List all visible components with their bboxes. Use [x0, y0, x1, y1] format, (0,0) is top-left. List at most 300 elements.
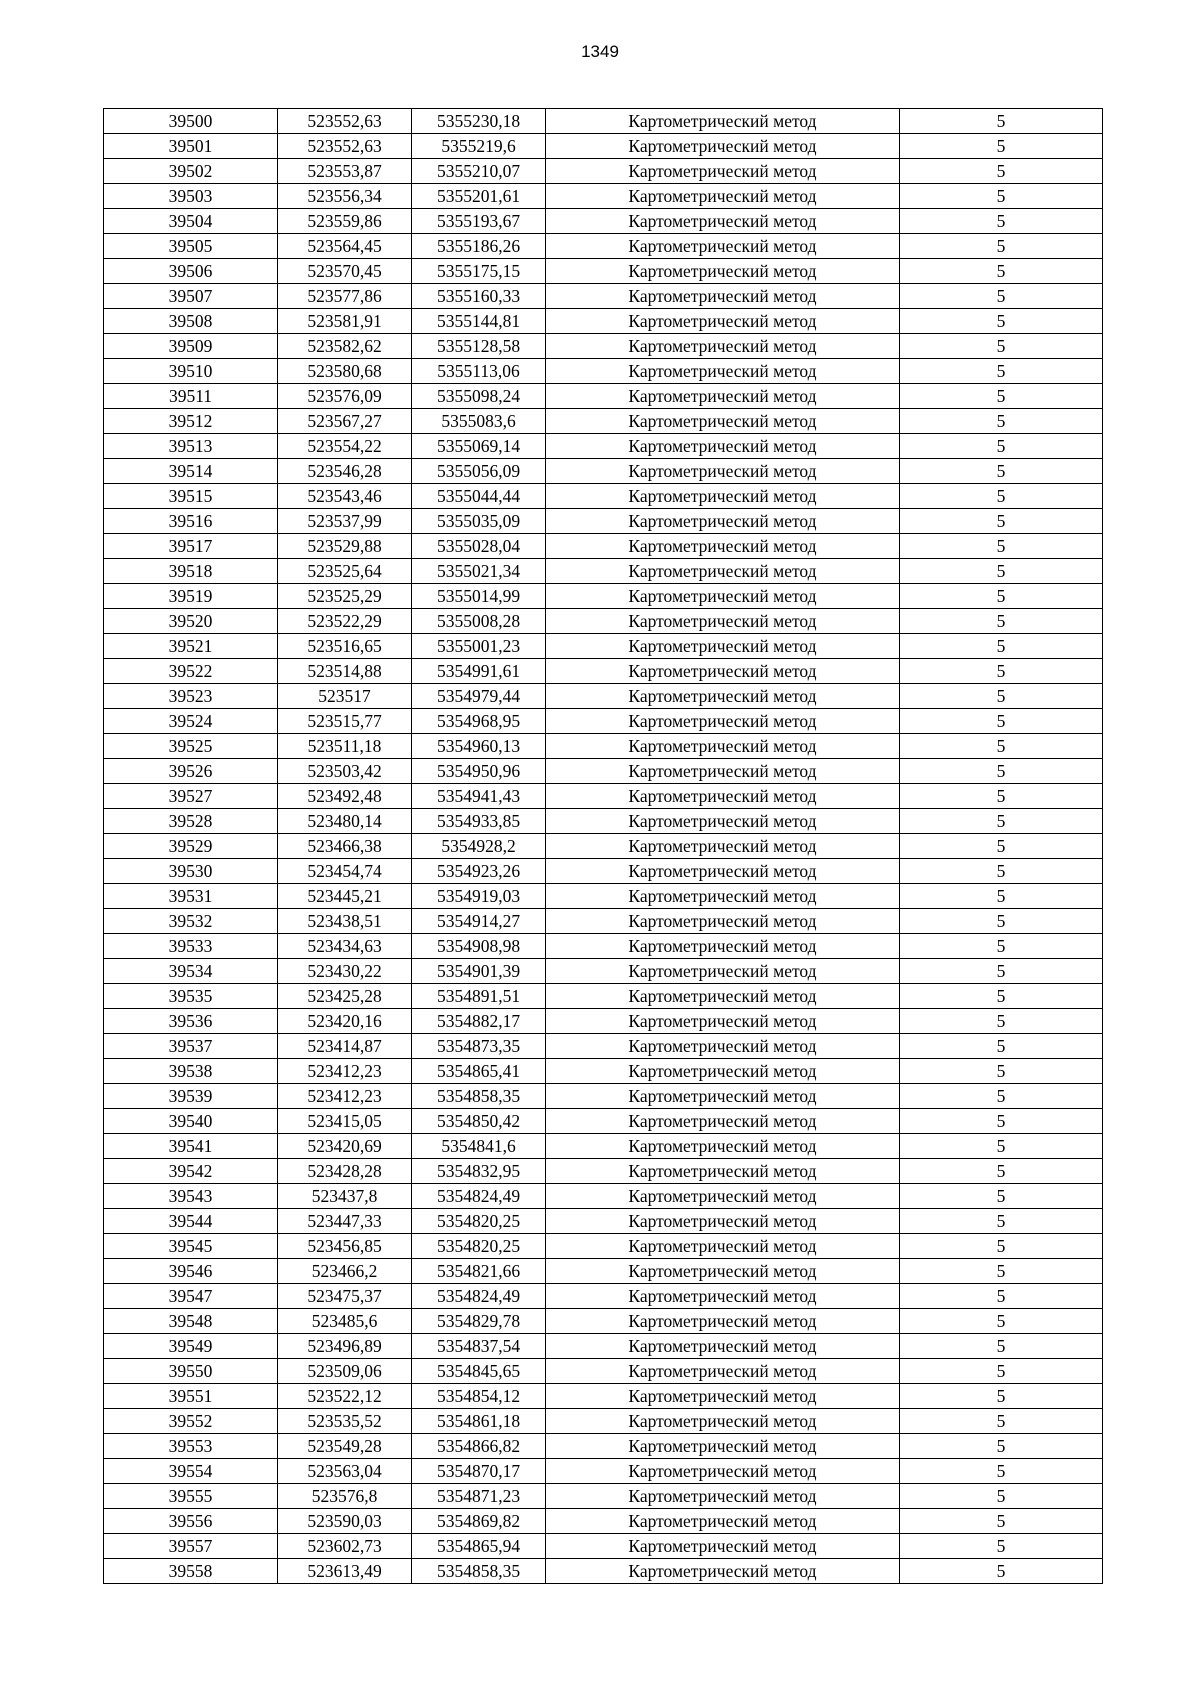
y-coordinate-cell: 5354850,42 [412, 1109, 546, 1134]
method-cell: Картометрический метод [546, 1159, 900, 1184]
method-cell: Картометрический метод [546, 809, 900, 834]
y-coordinate-cell: 5354873,35 [412, 1034, 546, 1059]
method-cell: Картометрический метод [546, 1384, 900, 1409]
table-row [104, 384, 1103, 409]
point-number-cell: 39540 [104, 1109, 278, 1134]
accuracy-cell: 5 [900, 1059, 1103, 1084]
point-number-cell: 39526 [104, 759, 278, 784]
point-number-cell: 39513 [104, 434, 278, 459]
method-cell: Картометрический метод [546, 734, 900, 759]
table-row [104, 509, 1103, 534]
table-row [104, 1484, 1103, 1509]
x-coordinate-cell: 523509,06 [278, 1359, 412, 1384]
y-coordinate-cell: 5354991,61 [412, 659, 546, 684]
point-number-cell: 39521 [104, 634, 278, 659]
method-cell: Картометрический метод [546, 359, 900, 384]
method-cell: Картометрический метод [546, 1184, 900, 1209]
table-row [104, 284, 1103, 309]
y-coordinate-cell: 5354858,35 [412, 1559, 546, 1584]
method-cell: Картометрический метод [546, 1284, 900, 1309]
x-coordinate-cell: 523537,99 [278, 509, 412, 534]
method-cell: Картометрический метод [546, 184, 900, 209]
x-coordinate-cell: 523514,88 [278, 659, 412, 684]
table-row [104, 859, 1103, 884]
method-cell: Картометрический метод [546, 834, 900, 859]
accuracy-cell: 5 [900, 1484, 1103, 1509]
y-coordinate-cell: 5354824,49 [412, 1184, 546, 1209]
y-coordinate-cell: 5354845,65 [412, 1359, 546, 1384]
table-row [104, 884, 1103, 909]
y-coordinate-cell: 5355175,15 [412, 259, 546, 284]
point-number-cell: 39507 [104, 284, 278, 309]
accuracy-cell: 5 [900, 109, 1103, 134]
table-row [104, 459, 1103, 484]
x-coordinate-cell: 523480,14 [278, 809, 412, 834]
table-row [104, 1109, 1103, 1134]
accuracy-cell: 5 [900, 1184, 1103, 1209]
y-coordinate-cell: 5355193,67 [412, 209, 546, 234]
table-row [104, 159, 1103, 184]
method-cell: Картометрический метод [546, 584, 900, 609]
table-row [104, 809, 1103, 834]
x-coordinate-cell: 523549,28 [278, 1434, 412, 1459]
table-row [104, 1059, 1103, 1084]
page-number: 1349 [581, 42, 619, 61]
x-coordinate-cell: 523546,28 [278, 459, 412, 484]
x-coordinate-cell: 523425,28 [278, 984, 412, 1009]
point-number-cell: 39552 [104, 1409, 278, 1434]
x-coordinate-cell: 523466,2 [278, 1259, 412, 1284]
method-cell: Картометрический метод [546, 1459, 900, 1484]
point-number-cell: 39504 [104, 209, 278, 234]
y-coordinate-cell: 5354919,03 [412, 884, 546, 909]
table-row [104, 1184, 1103, 1209]
accuracy-cell: 5 [900, 1534, 1103, 1559]
method-cell: Картометрический метод [546, 434, 900, 459]
table-row [104, 209, 1103, 234]
y-coordinate-cell: 5355008,28 [412, 609, 546, 634]
x-coordinate-cell: 523552,63 [278, 134, 412, 159]
accuracy-cell: 5 [900, 1034, 1103, 1059]
y-coordinate-cell: 5354908,98 [412, 934, 546, 959]
x-coordinate-cell: 523515,77 [278, 709, 412, 734]
accuracy-cell: 5 [900, 559, 1103, 584]
y-coordinate-cell: 5355098,24 [412, 384, 546, 409]
point-number-cell: 39500 [104, 109, 278, 134]
table-row [104, 1209, 1103, 1234]
table-row [104, 1534, 1103, 1559]
y-coordinate-cell: 5354866,82 [412, 1434, 546, 1459]
y-coordinate-cell: 5355128,58 [412, 334, 546, 359]
accuracy-cell: 5 [900, 184, 1103, 209]
point-number-cell: 39516 [104, 509, 278, 534]
y-coordinate-cell: 5354858,35 [412, 1084, 546, 1109]
y-coordinate-cell: 5354968,95 [412, 709, 546, 734]
x-coordinate-cell: 523556,34 [278, 184, 412, 209]
table-row [104, 259, 1103, 284]
method-cell: Картометрический метод [546, 484, 900, 509]
x-coordinate-cell: 523582,62 [278, 334, 412, 359]
x-coordinate-cell: 523552,63 [278, 109, 412, 134]
point-number-cell: 39535 [104, 984, 278, 1009]
method-cell: Картометрический метод [546, 1109, 900, 1134]
x-coordinate-cell: 523434,63 [278, 934, 412, 959]
x-coordinate-cell: 523466,38 [278, 834, 412, 859]
coordinates-table-body [104, 109, 1103, 1584]
accuracy-cell: 5 [900, 1384, 1103, 1409]
y-coordinate-cell: 5355186,26 [412, 234, 546, 259]
y-coordinate-cell: 5354950,96 [412, 759, 546, 784]
y-coordinate-cell: 5355069,14 [412, 434, 546, 459]
method-cell: Картометрический метод [546, 1559, 900, 1584]
table-row [104, 1159, 1103, 1184]
accuracy-cell: 5 [900, 1334, 1103, 1359]
accuracy-cell: 5 [900, 509, 1103, 534]
method-cell: Картометрический метод [546, 1509, 900, 1534]
method-cell: Картометрический метод [546, 1009, 900, 1034]
accuracy-cell: 5 [900, 434, 1103, 459]
table-row [104, 134, 1103, 159]
accuracy-cell: 5 [900, 734, 1103, 759]
accuracy-cell: 5 [900, 534, 1103, 559]
y-coordinate-cell: 5354960,13 [412, 734, 546, 759]
method-cell: Картометрический метод [546, 534, 900, 559]
y-coordinate-cell: 5355035,09 [412, 509, 546, 534]
method-cell: Картометрический метод [546, 234, 900, 259]
x-coordinate-cell: 523525,29 [278, 584, 412, 609]
table-row [104, 784, 1103, 809]
method-cell: Картометрический метод [546, 859, 900, 884]
accuracy-cell: 5 [900, 684, 1103, 709]
x-coordinate-cell: 523412,23 [278, 1059, 412, 1084]
method-cell: Картометрический метод [546, 1084, 900, 1109]
x-coordinate-cell: 523570,45 [278, 259, 412, 284]
point-number-cell: 39544 [104, 1209, 278, 1234]
table-row [104, 1409, 1103, 1434]
accuracy-cell: 5 [900, 834, 1103, 859]
point-number-cell: 39558 [104, 1559, 278, 1584]
point-number-cell: 39514 [104, 459, 278, 484]
accuracy-cell: 5 [900, 234, 1103, 259]
y-coordinate-cell: 5354824,49 [412, 1284, 546, 1309]
point-number-cell: 39551 [104, 1384, 278, 1409]
x-coordinate-cell: 523522,12 [278, 1384, 412, 1409]
method-cell: Картометрический метод [546, 209, 900, 234]
point-number-cell: 39557 [104, 1534, 278, 1559]
accuracy-cell: 5 [900, 859, 1103, 884]
x-coordinate-cell: 523553,87 [278, 159, 412, 184]
table-row [104, 1559, 1103, 1584]
accuracy-cell: 5 [900, 809, 1103, 834]
point-number-cell: 39506 [104, 259, 278, 284]
table-row [104, 609, 1103, 634]
x-coordinate-cell: 523613,49 [278, 1559, 412, 1584]
table-row [104, 959, 1103, 984]
x-coordinate-cell: 523577,86 [278, 284, 412, 309]
method-cell: Картометрический метод [546, 1359, 900, 1384]
point-number-cell: 39512 [104, 409, 278, 434]
table-row [104, 1509, 1103, 1534]
y-coordinate-cell: 5354820,25 [412, 1209, 546, 1234]
x-coordinate-cell: 523554,22 [278, 434, 412, 459]
x-coordinate-cell: 523420,16 [278, 1009, 412, 1034]
accuracy-cell: 5 [900, 1434, 1103, 1459]
y-coordinate-cell: 5354841,6 [412, 1134, 546, 1159]
x-coordinate-cell: 523576,8 [278, 1484, 412, 1509]
accuracy-cell: 5 [900, 409, 1103, 434]
y-coordinate-cell: 5355001,23 [412, 634, 546, 659]
accuracy-cell: 5 [900, 1309, 1103, 1334]
accuracy-cell: 5 [900, 1159, 1103, 1184]
method-cell: Картометрический метод [546, 909, 900, 934]
method-cell: Картометрический метод [546, 634, 900, 659]
y-coordinate-cell: 5354928,2 [412, 834, 546, 859]
point-number-cell: 39509 [104, 334, 278, 359]
table-row [104, 1334, 1103, 1359]
accuracy-cell: 5 [900, 784, 1103, 809]
x-coordinate-cell: 523511,18 [278, 734, 412, 759]
point-number-cell: 39524 [104, 709, 278, 734]
point-number-cell: 39556 [104, 1509, 278, 1534]
y-coordinate-cell: 5354869,82 [412, 1509, 546, 1534]
x-coordinate-cell: 523420,69 [278, 1134, 412, 1159]
method-cell: Картометрический метод [546, 659, 900, 684]
x-coordinate-cell: 523456,85 [278, 1234, 412, 1259]
y-coordinate-cell: 5354941,43 [412, 784, 546, 809]
accuracy-cell: 5 [900, 1459, 1103, 1484]
point-number-cell: 39529 [104, 834, 278, 859]
table-row [104, 1284, 1103, 1309]
table-row [104, 1384, 1103, 1409]
point-number-cell: 39501 [104, 134, 278, 159]
accuracy-cell: 5 [900, 909, 1103, 934]
point-number-cell: 39531 [104, 884, 278, 909]
method-cell: Картометрический метод [546, 159, 900, 184]
method-cell: Картометрический метод [546, 684, 900, 709]
x-coordinate-cell: 523576,09 [278, 384, 412, 409]
x-coordinate-cell: 523563,04 [278, 1459, 412, 1484]
table-row [104, 334, 1103, 359]
y-coordinate-cell: 5355230,18 [412, 109, 546, 134]
method-cell: Картометрический метод [546, 984, 900, 1009]
method-cell: Картометрический метод [546, 609, 900, 634]
x-coordinate-cell: 523581,91 [278, 309, 412, 334]
table-row [104, 834, 1103, 859]
table-row [104, 109, 1103, 134]
table-row [104, 1084, 1103, 1109]
accuracy-cell: 5 [900, 584, 1103, 609]
method-cell: Картометрический метод [546, 1534, 900, 1559]
y-coordinate-cell: 5354865,41 [412, 1059, 546, 1084]
accuracy-cell: 5 [900, 484, 1103, 509]
x-coordinate-cell: 523517 [278, 684, 412, 709]
accuracy-cell: 5 [900, 334, 1103, 359]
method-cell: Картометрический метод [546, 1309, 900, 1334]
y-coordinate-cell: 5354837,54 [412, 1334, 546, 1359]
point-number-cell: 39527 [104, 784, 278, 809]
x-coordinate-cell: 523412,23 [278, 1084, 412, 1109]
table-row [104, 1234, 1103, 1259]
table-row [104, 409, 1103, 434]
method-cell: Картометрический метод [546, 1259, 900, 1284]
accuracy-cell: 5 [900, 159, 1103, 184]
x-coordinate-cell: 523543,46 [278, 484, 412, 509]
table-row [104, 1134, 1103, 1159]
table-row [104, 634, 1103, 659]
point-number-cell: 39553 [104, 1434, 278, 1459]
table-row [104, 934, 1103, 959]
table-row [104, 184, 1103, 209]
point-number-cell: 39525 [104, 734, 278, 759]
table-row [104, 434, 1103, 459]
accuracy-cell: 5 [900, 1259, 1103, 1284]
point-number-cell: 39545 [104, 1234, 278, 1259]
y-coordinate-cell: 5354829,78 [412, 1309, 546, 1334]
table-row [104, 309, 1103, 334]
y-coordinate-cell: 5354901,39 [412, 959, 546, 984]
y-coordinate-cell: 5354861,18 [412, 1409, 546, 1434]
x-coordinate-cell: 523602,73 [278, 1534, 412, 1559]
y-coordinate-cell: 5355219,6 [412, 134, 546, 159]
table-row [104, 709, 1103, 734]
table-row [104, 534, 1103, 559]
table-row [104, 1009, 1103, 1034]
x-coordinate-cell: 523485,6 [278, 1309, 412, 1334]
accuracy-cell: 5 [900, 1359, 1103, 1384]
point-number-cell: 39517 [104, 534, 278, 559]
point-number-cell: 39510 [104, 359, 278, 384]
accuracy-cell: 5 [900, 959, 1103, 984]
y-coordinate-cell: 5354882,17 [412, 1009, 546, 1034]
table-row [104, 659, 1103, 684]
table-row [104, 1259, 1103, 1284]
accuracy-cell: 5 [900, 609, 1103, 634]
accuracy-cell: 5 [900, 134, 1103, 159]
x-coordinate-cell: 523447,33 [278, 1209, 412, 1234]
point-number-cell: 39523 [104, 684, 278, 709]
x-coordinate-cell: 523516,65 [278, 634, 412, 659]
method-cell: Картометрический метод [546, 1409, 900, 1434]
accuracy-cell: 5 [900, 384, 1103, 409]
method-cell: Картометрический метод [546, 309, 900, 334]
accuracy-cell: 5 [900, 459, 1103, 484]
point-number-cell: 39530 [104, 859, 278, 884]
accuracy-cell: 5 [900, 1009, 1103, 1034]
point-number-cell: 39519 [104, 584, 278, 609]
coordinates-table [103, 108, 1103, 1584]
method-cell: Картометрический метод [546, 1034, 900, 1059]
accuracy-cell: 5 [900, 1284, 1103, 1309]
x-coordinate-cell: 523559,86 [278, 209, 412, 234]
x-coordinate-cell: 523428,28 [278, 1159, 412, 1184]
x-coordinate-cell: 523437,8 [278, 1184, 412, 1209]
method-cell: Картометрический метод [546, 1334, 900, 1359]
method-cell: Картометрический метод [546, 759, 900, 784]
accuracy-cell: 5 [900, 209, 1103, 234]
y-coordinate-cell: 5354923,26 [412, 859, 546, 884]
point-number-cell: 39511 [104, 384, 278, 409]
y-coordinate-cell: 5354854,12 [412, 1384, 546, 1409]
y-coordinate-cell: 5354891,51 [412, 984, 546, 1009]
point-number-cell: 39550 [104, 1359, 278, 1384]
y-coordinate-cell: 5355144,81 [412, 309, 546, 334]
point-number-cell: 39555 [104, 1484, 278, 1509]
accuracy-cell: 5 [900, 759, 1103, 784]
x-coordinate-cell: 523492,48 [278, 784, 412, 809]
method-cell: Картометрический метод [546, 784, 900, 809]
point-number-cell: 39518 [104, 559, 278, 584]
x-coordinate-cell: 523454,74 [278, 859, 412, 884]
accuracy-cell: 5 [900, 634, 1103, 659]
table-row [104, 1459, 1103, 1484]
table-row [104, 734, 1103, 759]
method-cell: Картометрический метод [546, 1234, 900, 1259]
table-row [104, 1034, 1103, 1059]
y-coordinate-cell: 5355201,61 [412, 184, 546, 209]
accuracy-cell: 5 [900, 1409, 1103, 1434]
method-cell: Картометрический метод [546, 334, 900, 359]
y-coordinate-cell: 5355083,6 [412, 409, 546, 434]
point-number-cell: 39515 [104, 484, 278, 509]
x-coordinate-cell: 523535,52 [278, 1409, 412, 1434]
point-number-cell: 39502 [104, 159, 278, 184]
method-cell: Картометрический метод [546, 1484, 900, 1509]
x-coordinate-cell: 523567,27 [278, 409, 412, 434]
x-coordinate-cell: 523496,89 [278, 1334, 412, 1359]
x-coordinate-cell: 523580,68 [278, 359, 412, 384]
accuracy-cell: 5 [900, 1234, 1103, 1259]
table-row [104, 584, 1103, 609]
x-coordinate-cell: 523430,22 [278, 959, 412, 984]
table-row [104, 1359, 1103, 1384]
point-number-cell: 39539 [104, 1084, 278, 1109]
method-cell: Картометрический метод [546, 109, 900, 134]
point-number-cell: 39541 [104, 1134, 278, 1159]
point-number-cell: 39548 [104, 1309, 278, 1334]
point-number-cell: 39536 [104, 1009, 278, 1034]
accuracy-cell: 5 [900, 309, 1103, 334]
y-coordinate-cell: 5354870,17 [412, 1459, 546, 1484]
point-number-cell: 39520 [104, 609, 278, 634]
method-cell: Картометрический метод [546, 1209, 900, 1234]
x-coordinate-cell: 523415,05 [278, 1109, 412, 1134]
x-coordinate-cell: 523522,29 [278, 609, 412, 634]
y-coordinate-cell: 5355021,34 [412, 559, 546, 584]
method-cell: Картометрический метод [546, 559, 900, 584]
x-coordinate-cell: 523590,03 [278, 1509, 412, 1534]
method-cell: Картометрический метод [546, 509, 900, 534]
method-cell: Картометрический метод [546, 959, 900, 984]
x-coordinate-cell: 523529,88 [278, 534, 412, 559]
y-coordinate-cell: 5355210,07 [412, 159, 546, 184]
table-row [104, 984, 1103, 1009]
point-number-cell: 39554 [104, 1459, 278, 1484]
point-number-cell: 39538 [104, 1059, 278, 1084]
y-coordinate-cell: 5355028,04 [412, 534, 546, 559]
x-coordinate-cell: 523445,21 [278, 884, 412, 909]
method-cell: Картометрический метод [546, 1134, 900, 1159]
accuracy-cell: 5 [900, 884, 1103, 909]
table-row [104, 909, 1103, 934]
y-coordinate-cell: 5354865,94 [412, 1534, 546, 1559]
table-row [104, 359, 1103, 384]
method-cell: Картометрический метод [546, 1059, 900, 1084]
method-cell: Картометрический метод [546, 409, 900, 434]
point-number-cell: 39503 [104, 184, 278, 209]
point-number-cell: 39532 [104, 909, 278, 934]
y-coordinate-cell: 5354871,23 [412, 1484, 546, 1509]
table-row [104, 684, 1103, 709]
